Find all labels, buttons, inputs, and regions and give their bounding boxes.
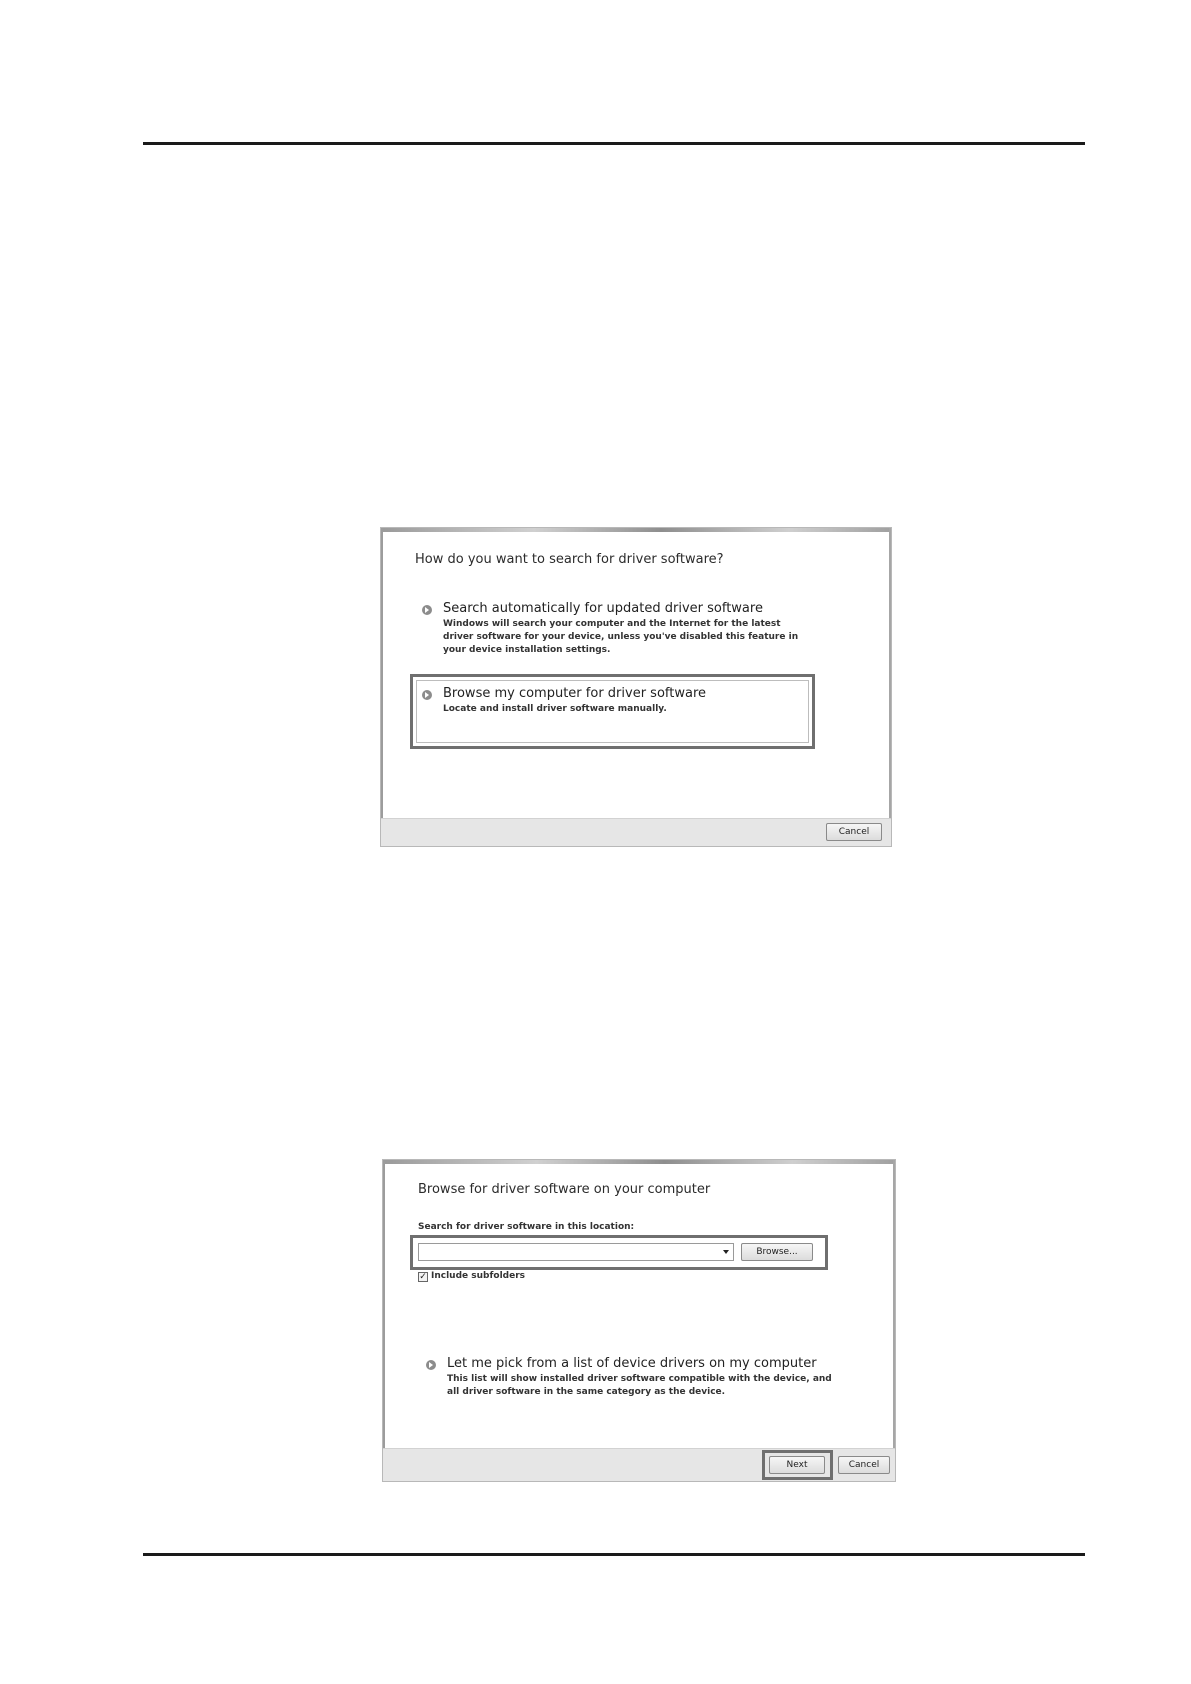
footer-rule (143, 1553, 1085, 1556)
driver-path-combobox[interactable] (418, 1243, 734, 1261)
dialog-title: Browse for driver software on your computer (418, 1182, 711, 1197)
cancel-button[interactable]: Cancel (838, 1456, 890, 1474)
search-automatically-option[interactable] (421, 601, 821, 657)
option-description: This list will show installed driver software compatible with the device, and all driver software in the same category as the device. (447, 1374, 832, 1397)
browse-button[interactable]: Browse... (741, 1243, 813, 1261)
include-subfolders-checkbox[interactable]: ✓ (419, 1272, 427, 1282)
dialog-footer (383, 1448, 895, 1481)
browse-computer-option[interactable] (421, 686, 801, 722)
option-description: Locate and install driver software manually. (443, 704, 667, 714)
browse-driver-dialog (382, 1159, 896, 1482)
option-description: Windows will search your computer and the Internet for the latest driver software for your device, unless you've disabled this feature in your device installation settings. (443, 619, 799, 655)
cancel-button[interactable]: Cancel (826, 823, 882, 841)
chevron-down-icon[interactable] (723, 1250, 729, 1254)
green-arrow-icon (425, 1359, 437, 1371)
green-arrow-icon (421, 604, 433, 616)
search-location-label: Search for driver software in this location: (418, 1222, 635, 1232)
option-title: Browse my computer for driver software (443, 686, 706, 701)
driver-search-dialog (380, 527, 892, 847)
option-title: Search automatically for updated driver software (443, 601, 763, 616)
header-rule (143, 142, 1085, 145)
pick-from-list-option[interactable] (425, 1356, 845, 1396)
dialog-title: How do you want to search for driver software? (415, 552, 724, 567)
include-subfolders-label: Include subfolders (431, 1271, 525, 1281)
dialog-footer (381, 818, 891, 846)
next-button[interactable]: Next (769, 1456, 825, 1474)
option-title: Let me pick from a list of device drivers on my computer (447, 1356, 817, 1371)
green-arrow-icon (421, 689, 433, 701)
